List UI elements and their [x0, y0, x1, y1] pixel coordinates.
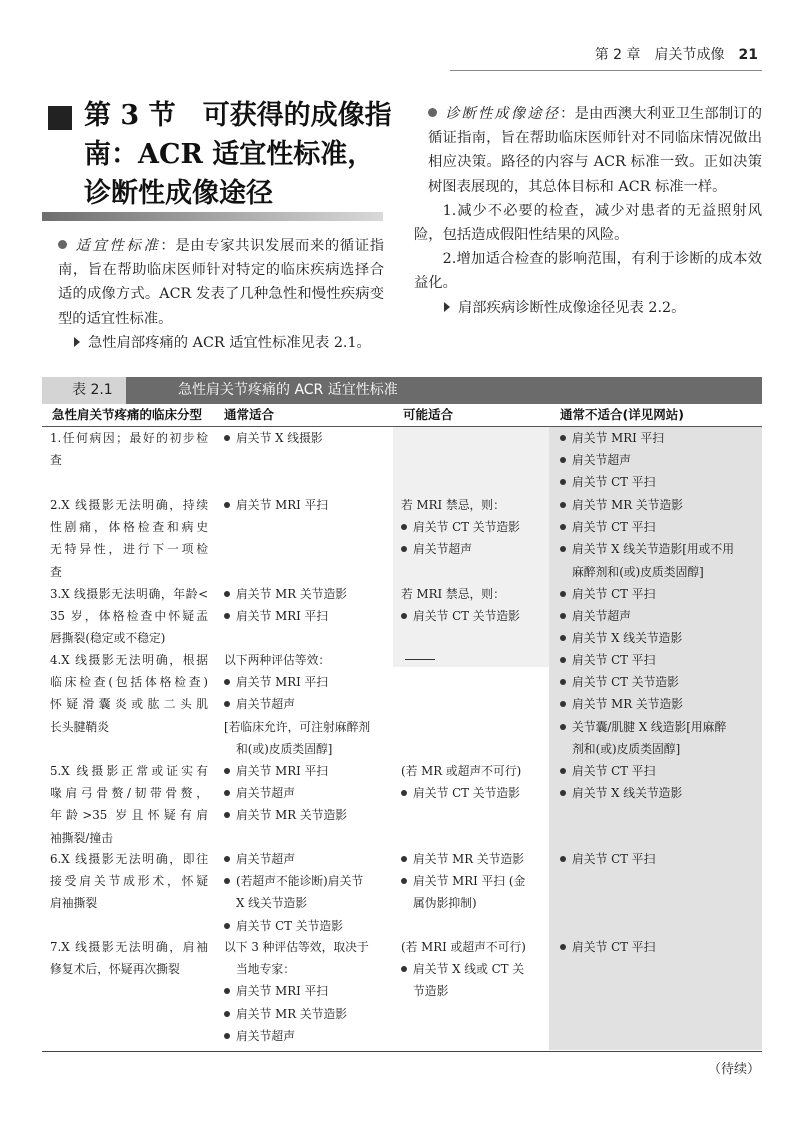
col-header-maybe-appropriate: 可能适合 — [403, 407, 454, 422]
bullet-dot-icon — [560, 724, 566, 730]
usually-not-appropriate-cell — [560, 649, 756, 760]
bullet-dot-icon — [224, 790, 230, 796]
cell-note: 若 MRI 禁忌，则： — [401, 498, 505, 512]
exam-item: 肩关节超声 — [236, 697, 295, 712]
arrow-bullet-icon — [74, 337, 80, 347]
col-header-clinical: 急性肩关节疼痛的临床分型 — [52, 407, 203, 422]
table-caption-bar — [42, 377, 762, 404]
exam-item: 肩关节 CT 平扫 — [572, 940, 656, 954]
table-title: 急性肩关节疼痛的 ACR 适宜性标准 — [178, 382, 398, 398]
exam-item-cont: 节造影 — [413, 984, 449, 999]
exam-item: 肩关节 MR 关节造影 — [236, 587, 348, 601]
exam-item: 肩关节 CT 关节造影 — [413, 609, 520, 624]
cell-note: 和(或)皮质类固醇] — [236, 741, 333, 756]
maybe-appropriate-cell — [401, 760, 541, 804]
bullet-dot-icon — [224, 923, 230, 929]
usually-not-appropriate-cell — [560, 760, 756, 804]
exam-item: 肩关节 X 线关节造影 — [572, 786, 683, 801]
clinical-variant-cell — [50, 427, 208, 471]
bullet-dot-icon — [401, 524, 407, 530]
bullet-dot-icon — [224, 679, 230, 685]
table-bottom-rule — [42, 1051, 762, 1052]
table-ref-text-2: 肩部疾病诊断性成像途径见表 2.2。 — [458, 299, 686, 316]
maybe-appropriate-cell — [401, 848, 541, 915]
usually-appropriate-cell — [224, 760, 392, 827]
cell-note: 当地专家： — [236, 962, 295, 977]
usually-not-appropriate-cell — [560, 848, 756, 870]
exam-item: 肩关节 CT 关节造影 — [413, 520, 520, 535]
bullet-dot-icon — [224, 502, 230, 508]
usually-appropriate-cell — [224, 649, 392, 760]
pathway-paragraph — [428, 102, 762, 199]
clinical-variant-line: 修复术后，怀疑再次撕裂 — [50, 962, 180, 977]
exam-item: 肩关节超声 — [572, 453, 631, 468]
bullet-dot-icon — [224, 1011, 230, 1017]
bullet-dot-icon — [560, 679, 566, 685]
usually-not-appropriate-cell — [560, 494, 756, 583]
exam-item: 肩关节 CT 平扫 — [572, 653, 656, 667]
clinical-variant-line: 1.任何病因；最好的初步检 — [50, 431, 208, 445]
bullet-dot-icon — [224, 591, 230, 597]
cell-note: (若 MRI 或超声不可行) — [401, 940, 526, 954]
clinical-variant-cell — [50, 760, 208, 849]
clinical-variant-cell — [50, 936, 208, 980]
empty-dash — [405, 659, 435, 660]
exam-item: 肩关节 CT 平扫 — [572, 520, 656, 535]
bullet-dot-icon — [560, 856, 566, 862]
bullet-dot-icon — [560, 435, 566, 441]
cell-note: 以下 3 种评估等效，取决于 — [224, 940, 369, 954]
bullet-dot-icon — [401, 790, 407, 796]
arrow-bullet-icon — [444, 302, 450, 312]
chapter-label: 第 2 章 肩关节成像 — [594, 47, 725, 63]
bullet-dot-icon — [224, 613, 230, 619]
exam-item-cont: 属伪影抑制) — [413, 896, 477, 911]
cell-note: 若 MRI 禁忌，则： — [401, 587, 505, 601]
bullet-dot-icon — [224, 988, 230, 994]
bullet-dot-icon — [401, 546, 407, 552]
usually-appropriate-cell — [224, 583, 392, 627]
table-header-row — [42, 404, 762, 427]
exam-item: 关节囊/肌腱 X 线造影[用麻醉 — [572, 719, 727, 734]
bullet-dot-icon — [224, 435, 230, 441]
header-rule — [450, 70, 762, 71]
exam-item: 肩关节 MR 关节造影 — [236, 1006, 348, 1021]
clinical-variant-line: 唇撕裂(稳定或不稳定) — [50, 631, 166, 646]
bullet-dot-icon — [401, 613, 407, 619]
col-header-usually-not-appropriate: 通常不适合(详见网站) — [560, 407, 684, 422]
cell-note: [若临床允许，可注射麻醉剂 — [224, 719, 371, 734]
bullet-dot-icon — [560, 790, 566, 796]
clinical-variant-line: 肩袖撕裂 — [50, 896, 98, 911]
cell-note: (若 MR 或超声不可行) — [401, 764, 522, 778]
clinical-variant-line: 性剧痛，体格检查和病史 — [50, 520, 208, 535]
clinical-variant-cell — [50, 848, 208, 915]
exam-item: 肩关节 CT 关节造影 — [572, 675, 679, 690]
bullet-dot-icon — [560, 524, 566, 530]
exam-item: 肩关节 X 线或 CT 关 — [413, 962, 525, 977]
bullet-dot-icon — [224, 856, 230, 862]
cell-note: 以下两种评估等效： — [224, 653, 331, 667]
exam-item: 肩关节 CT 关节造影 — [236, 918, 343, 933]
table-reference — [74, 331, 384, 355]
bullet-dot-icon — [560, 502, 566, 508]
appropriateness-paragraph — [58, 234, 384, 331]
exam-item-cont: X 线关节造影 — [236, 896, 308, 911]
usually-not-appropriate-cell — [560, 583, 756, 650]
exam-item: 肩关节 MRI 平扫 — [236, 675, 329, 690]
goal-1: 1.减少不必要的检查，减少对患者的无益照射风险，包括造成假阳性结果的风险。 — [414, 202, 762, 244]
clinical-variant-line: 4.X 线摄影无法明确，根据 — [50, 653, 208, 667]
clinical-variant-line: 7.X 线摄影无法明确，肩袖 — [50, 940, 208, 954]
clinical-variant-cell — [50, 649, 208, 738]
exam-item: 肩关节超声 — [572, 609, 631, 624]
table-ref-text: 急性肩部疼痛的 ACR 适宜性标准见表 2.1。 — [88, 334, 371, 351]
pathway-definition: ：是由西澳大利亚卫生部制订的循证指南，旨在帮助临床医师针对不同临床情况做出相应决策。路径的内容与 ACR 标准一致。正如决策树图表展现的，其总体目标和 ACR 标准一样。 — [428, 106, 763, 195]
exam-item: 肩关节 MR 关节造影 — [572, 498, 684, 512]
clinical-variant-line: 6.X 线摄影无法明确，即往 — [50, 852, 208, 866]
exam-item-cont: 麻醉剂和(或)皮质类固醇] — [572, 564, 704, 579]
clinical-variant-cell — [50, 583, 208, 650]
exam-item: 肩关节 CT 平扫 — [572, 764, 656, 778]
usually-not-appropriate-cell — [560, 936, 756, 958]
exam-item: 肩关节超声 — [236, 852, 295, 866]
section-marker-icon — [48, 106, 72, 130]
exam-item: 肩关节超声 — [236, 1028, 295, 1043]
continued-note: （待续） — [707, 1062, 760, 1077]
table-reference-2 — [444, 296, 762, 320]
term-definition: ：是由专家共识发展而来的循证指南，旨在帮助临床医师针对特定的临床疾病选择合适的成像方式。ACR 发表了几种急性和慢性疾病变型的适宜性标准。 — [58, 238, 385, 327]
goal-2: 2.增加适合检查的影响范围，有利于诊断的成本效益化。 — [414, 251, 762, 292]
term-appropriateness: 适宜性标准 — [75, 238, 161, 254]
bullet-dot-icon — [224, 1033, 230, 1039]
exam-item: 肩关节超声 — [236, 786, 295, 801]
exam-item: 肩关节 CT 平扫 — [572, 587, 656, 601]
page-number: 21 — [738, 47, 758, 63]
exam-item: 肩关节 MRI 平扫 (金 — [413, 874, 526, 889]
bullet-dot-icon — [560, 944, 566, 950]
bullet-dot-icon — [560, 635, 566, 641]
bullet-dot-icon — [224, 701, 230, 707]
maybe-appropriate-cell — [401, 649, 541, 671]
clinical-variant-line: 年龄>35 岁且怀疑有肩 — [50, 808, 208, 823]
exam-item: 肩关节 MR 关节造影 — [236, 808, 348, 823]
bullet-icon — [428, 108, 437, 117]
bullet-dot-icon — [560, 768, 566, 774]
clinical-variant-line: 2.X 线摄影无法明确，持续 — [50, 498, 208, 512]
term-pathway: 诊断性成像途径 — [445, 106, 561, 122]
exam-item: (若超声不能诊断)肩关节 — [236, 874, 364, 889]
exam-item: 肩关节 MRI 平扫 — [572, 431, 665, 445]
bullet-dot-icon — [401, 856, 407, 862]
usually-appropriate-cell — [224, 427, 392, 449]
exam-item: 肩关节 X 线摄影 — [236, 431, 323, 445]
clinical-variant-line: 查 — [50, 453, 62, 468]
bullet-dot-icon — [560, 613, 566, 619]
bullet-dot-icon — [560, 591, 566, 597]
exam-item: 肩关节 CT 平扫 — [572, 852, 656, 866]
bullet-dot-icon — [401, 878, 407, 884]
bullet-dot-icon — [560, 657, 566, 663]
exam-item: 肩关节 MRI 平扫 — [236, 498, 329, 512]
clinical-variant-line: 无特异性，进行下一项检 — [50, 542, 208, 557]
bullet-dot-icon — [560, 546, 566, 552]
clinical-variant-line: 喙肩弓骨赘/韧带骨赘， — [50, 786, 208, 801]
clinical-variant-line: 临床检查(包括体格检查) — [50, 675, 208, 690]
section-underline-bar — [42, 212, 383, 221]
usually-appropriate-cell — [224, 936, 392, 1047]
exam-item: 肩关节超声 — [413, 542, 472, 557]
clinical-variant-line: 5.X 线摄影正常或证实有 — [50, 764, 208, 778]
clinical-variant-line: 接受肩关节成形术，怀疑 — [50, 874, 208, 889]
clinical-variant-line: 3.X 线摄影无法明确，年龄< — [50, 587, 208, 601]
exam-item: 肩关节 MRI 平扫 — [236, 984, 329, 999]
usually-not-appropriate-cell — [560, 427, 756, 494]
exam-item: 肩关节 X 线关节造影 — [572, 631, 683, 646]
exam-item: 肩关节 MR 关节造影 — [413, 852, 525, 866]
left-column — [58, 234, 384, 355]
bullet-dot-icon — [224, 768, 230, 774]
bullet-dot-icon — [224, 812, 230, 818]
clinical-variant-cell — [50, 494, 208, 583]
right-column — [414, 102, 763, 320]
bullet-dot-icon — [401, 966, 407, 972]
section-title: 第 3 节 可获得的成像指南：ACR 适宜性标准，诊断性成像途径 — [84, 100, 392, 209]
maybe-appropriate-cell — [401, 936, 541, 1003]
bullet-icon — [58, 240, 67, 249]
exam-item: 肩关节 MR 关节造影 — [572, 697, 684, 712]
exam-item-cont: 剂和(或)皮质类固醇] — [572, 741, 681, 756]
clinical-variant-line: 查 — [50, 564, 62, 579]
usually-appropriate-cell — [224, 494, 392, 516]
running-header — [595, 44, 758, 64]
exam-item: 肩关节 CT 平扫 — [572, 475, 656, 490]
exam-item: 肩关节 MRI 平扫 — [236, 609, 329, 624]
maybe-appropriate-cell — [401, 583, 541, 627]
clinical-variant-line: 长头腱鞘炎 — [50, 719, 109, 734]
col-header-usually-appropriate: 通常适合 — [224, 407, 275, 422]
maybe-appropriate-cell — [401, 494, 541, 561]
bullet-dot-icon — [560, 457, 566, 463]
table-label: 表 2.1 — [42, 377, 126, 404]
exam-item: 肩关节 CT 关节造影 — [413, 786, 520, 801]
clinical-variant-line: 35 岁，体格检查中怀疑盂 — [50, 609, 208, 624]
bullet-dot-icon — [560, 479, 566, 485]
clinical-variant-line: 怀疑滑囊炎或肱二头肌 — [50, 697, 208, 712]
usually-appropriate-cell — [224, 848, 392, 937]
bullet-dot-icon — [560, 701, 566, 707]
bullet-dot-icon — [224, 878, 230, 884]
exam-item: 肩关节 MRI 平扫 — [236, 764, 329, 778]
exam-item: 肩关节 X 线关节造影[用或不用 — [572, 542, 735, 557]
clinical-variant-line: 袖撕裂/撞击 — [50, 830, 113, 845]
